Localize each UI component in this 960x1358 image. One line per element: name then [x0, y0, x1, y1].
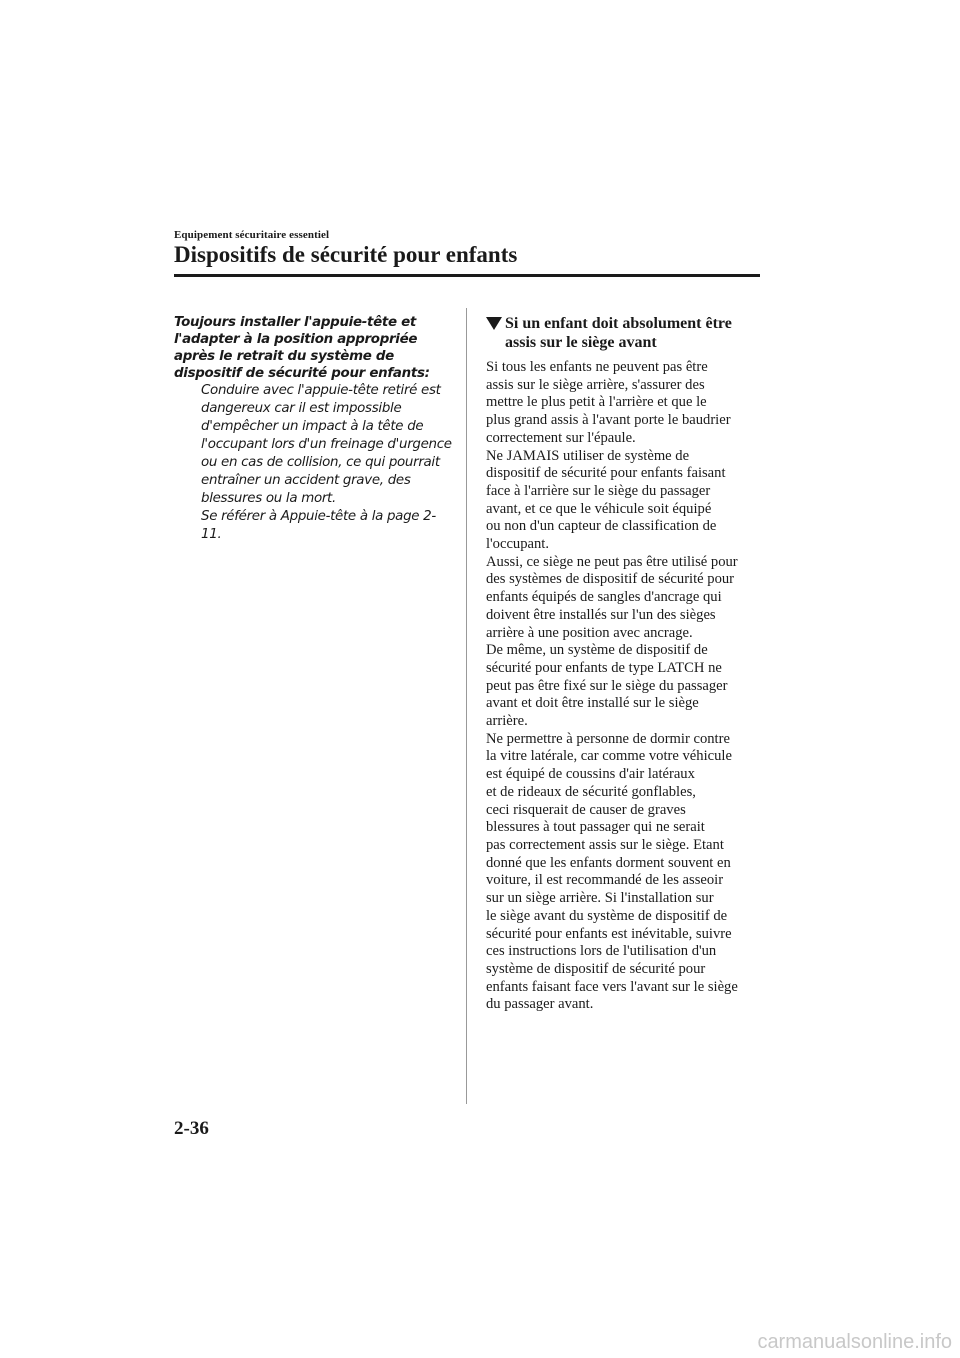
- warning-text: Conduire avec l'appuie-tête retiré est dangereux car il est impossible d'empêcher un impact à la tête de l'occupant lors d'un freinage d'urgence ou en cas de collision, ce qui pourrait entraîner un accident grave, des blessures ou la mort.: [201, 383, 452, 506]
- front-seat-section: [486, 314, 762, 1014]
- page-title: Dispositifs de sécurité pour enfants: [174, 242, 518, 267]
- section-body: Si tous les enfants ne peuvent pas être assis sur le siège arrière, s'assurer des mettre le plus petit à l'arrière et que le plus grand assis à l'avant porte le baudrier correctement sur l'épaule. Ne JAMAIS utiliser de système de dispositif de sécurité pour enfants faisant face à l'arrière sur le siège du passager avant, et ce que le véhicule soit équipé ou non d'un capteur de classification de l'occupant. Aussi, ce siège ne peut pas être utilisé pour des systèmes de dispositif de sécurité pour enfants équipés de sangles d'ancrage qui doivent être installés sur l'un des sièges arrière à une position avec ancrage. De même, un système de dispositif de sécurité pour enfants de type LATCH ne peut pas être fixé sur le siège du passager avant et doit être installé sur le siège arrière. Ne permettre à personne de dormir contre la vitre latérale, car comme votre véhicule est équipé de coussins d'air latéraux et de rideaux de sécurité gonflables, ceci risquerait de causer de graves blessures à tout passager qui ne serait pas correctement assis sur le siège. Etant donné que les enfants dorment souvent en voiture, il est recommandé de les asseoir sur un siège arrière. Si l'installation sur le siège avant du système de dispositif de sécurité pour enfants est inévitable, suivre ces instructions lors de l'utilisation d'un système de dispositif de sécurité pour enfants faisant face vers l'avant sur le siège du passager avant.: [486, 359, 738, 1013]
- watermark: carmanualsonline.info: [757, 1331, 952, 1353]
- section-heading-text: Si un enfant doit absolument être assis sur le siège avant: [505, 315, 732, 351]
- page-number: 2-36: [174, 1118, 209, 1139]
- section-label: Equipement sécuritaire essentiel: [174, 229, 330, 241]
- title-rule: [174, 274, 760, 277]
- warning-heading: Toujours installer l'appuie-tête et l'adapter à la position appropriée après le retrait du système de dispositif de sécurité pour enfants:: [174, 315, 430, 381]
- column-divider: [466, 308, 467, 1104]
- warning-body: [201, 382, 454, 544]
- warning-reference: Se référer à Appuie-tête à la page 2-11.: [201, 509, 436, 542]
- section-heading: [486, 314, 762, 352]
- warning-block: [174, 314, 454, 544]
- down-triangle-icon: [486, 317, 502, 330]
